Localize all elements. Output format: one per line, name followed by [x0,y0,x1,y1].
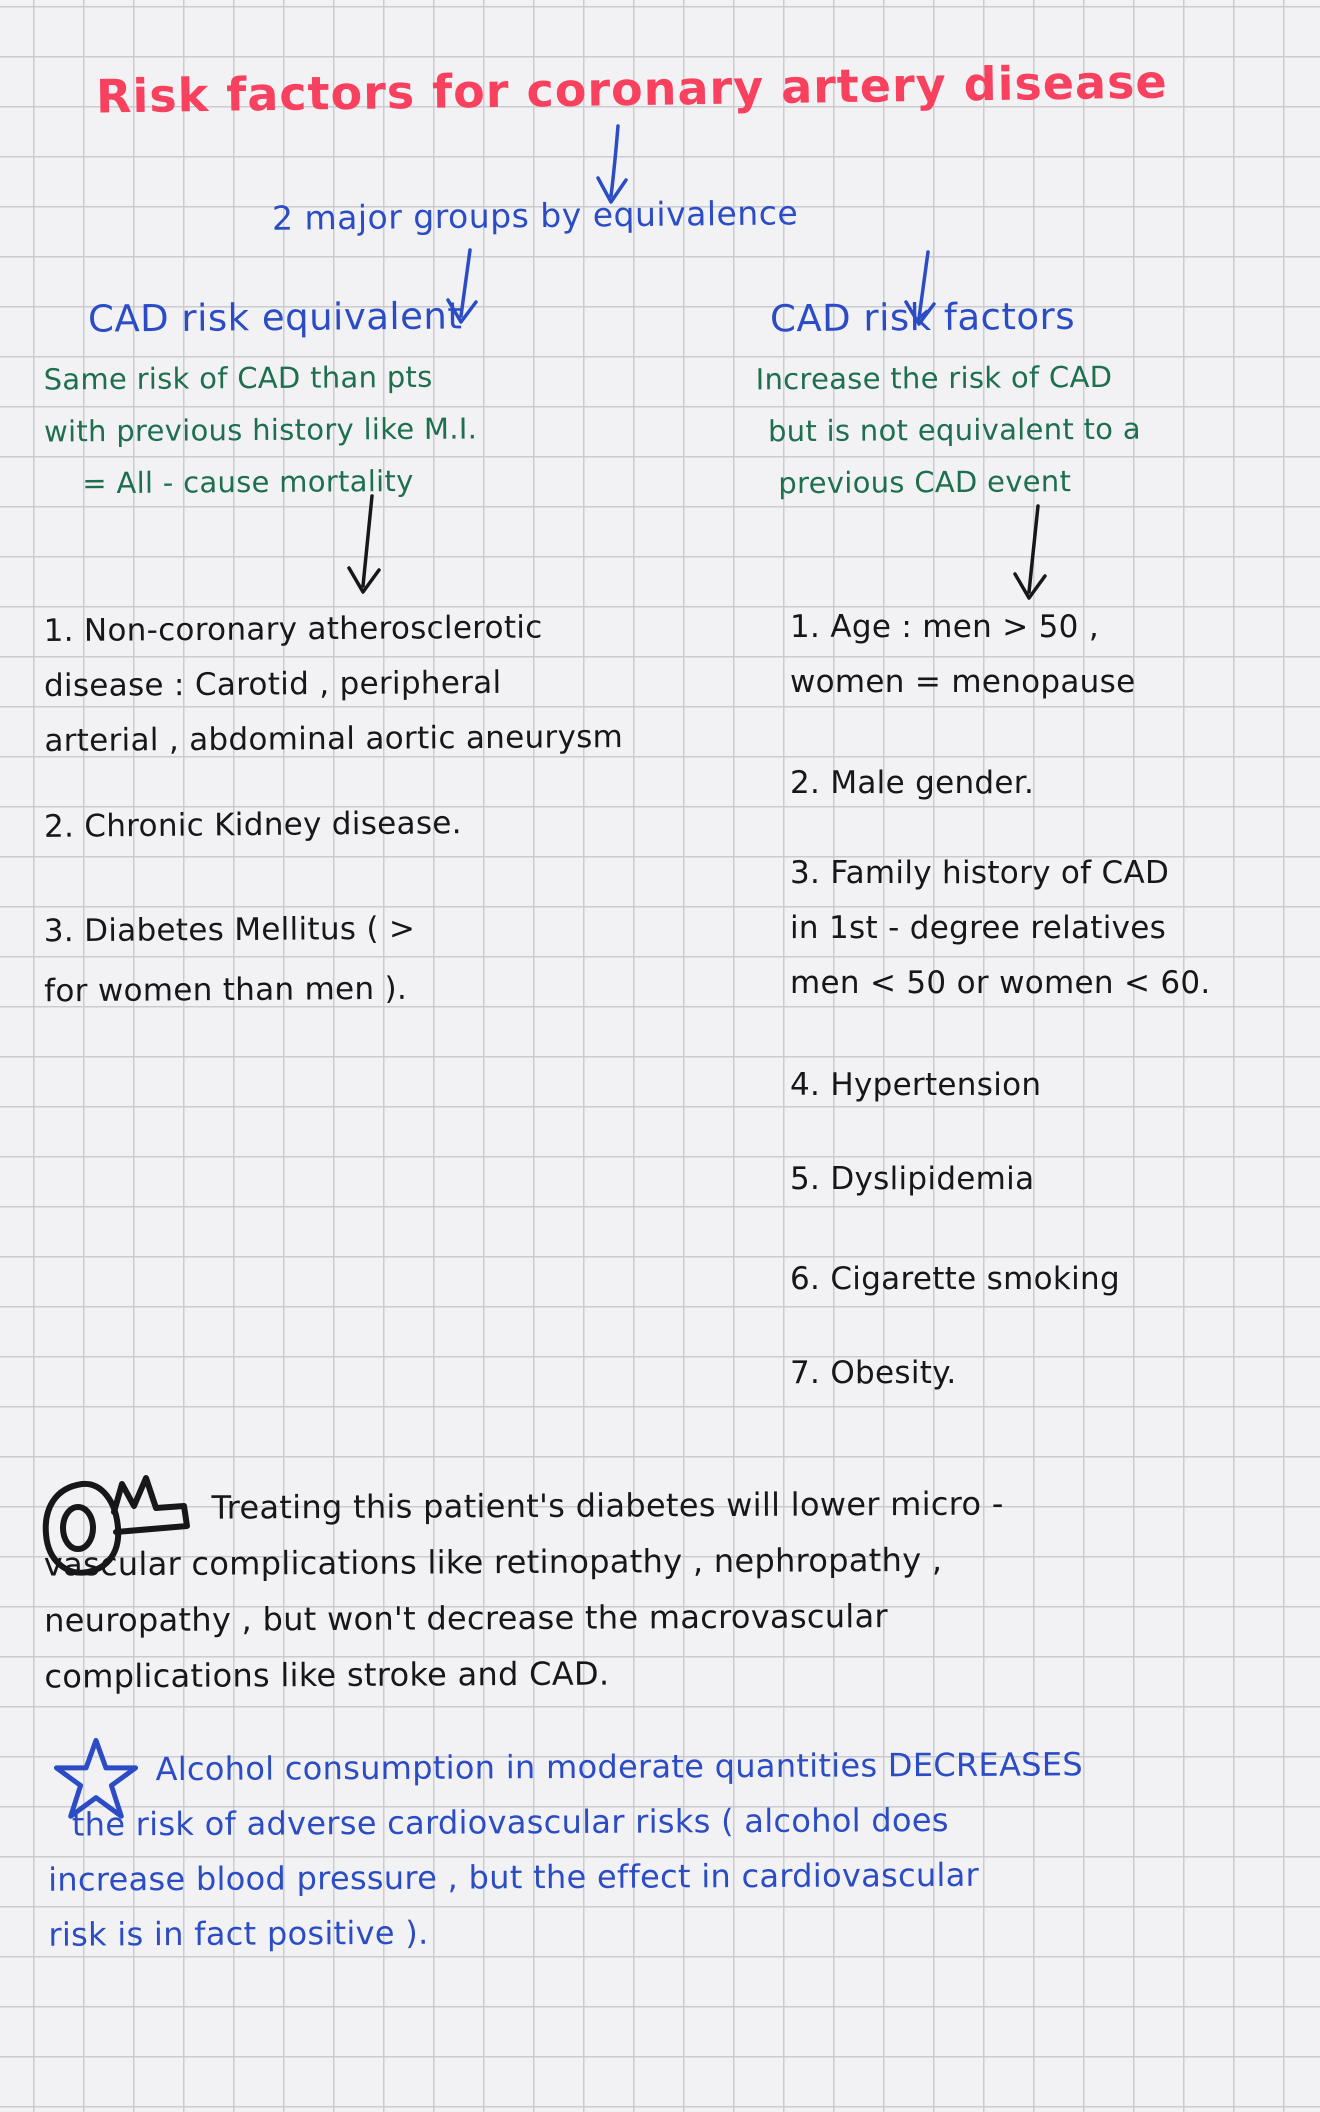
description-line: Same risk of CAD than pts [43,359,433,397]
list-item-line: men < 50 or women < 60. [790,965,1211,1001]
list-item-line: 1. Age : men > 50 , [790,609,1099,645]
list-item-line: 5. Dyslipidemia [790,1161,1035,1197]
note-line: Treating this patient's diabetes will lower micro - [211,1484,1004,1527]
page-title: Risk factors for coronary artery disease [95,54,1168,124]
note-line: complications like stroke and CAD. [44,1654,610,1696]
list-item [790,1252,1120,1307]
note-line: the risk of adverse cardiovascular risks ( alcohol does [71,1800,949,1844]
list-item [790,1152,1034,1207]
list-item [790,756,1034,811]
key-note [43,1475,1004,1704]
down-arrow-icon [342,494,392,598]
list-item-line: 3. Family history of CAD [790,855,1170,891]
list-item-line: 7. Obesity. [790,1355,957,1391]
list-item [790,1346,957,1401]
description-line: = All - cause mortality [82,463,414,501]
description-line: but is not equivalent to a [767,411,1141,449]
note-line: increase blood pressure , but the effect in cardiovascular [48,1855,980,1899]
list-item-line: 2. Male gender. [790,765,1035,801]
left-column-description [43,350,477,509]
star-note [47,1737,1084,1962]
description-line: Increase the risk of CAD [755,359,1113,397]
note-line: risk is in fact positive ). [48,1913,429,1954]
list-item-line: 6. Cigarette smoking [790,1261,1120,1297]
description-line: previous CAD event [778,464,1072,501]
list-item-line: 4. Hypertension [790,1067,1042,1103]
list-item-line: 2. Chronic Kidney disease. [43,805,462,845]
down-arrow-icon [1008,504,1058,604]
note-line: Alcohol consumption in moderate quantities DECREASES [155,1745,1084,1789]
list-item [43,600,623,769]
subtitle: 2 major groups by equivalence [271,193,799,238]
list-item [790,1058,1041,1113]
note-line: neuropathy , but won't decrease the macrovascular [44,1597,889,1640]
list-item-line: in 1st - degree relatives [790,910,1167,946]
list-item-line: 1. Non-coronary atherosclerotic [43,609,543,650]
right-column-heading: CAD risk factors [769,294,1076,341]
list-item-line: women = menopause [790,664,1136,700]
list-item-line: 3. Diabetes Mellitus ( > [43,910,416,950]
list-item-line: arterial , abdominal aortic aneurysm [44,718,624,760]
list-item [790,600,1135,710]
description-line: with previous history like M.I. [43,411,478,449]
list-item [44,899,416,1022]
left-column-heading: CAD risk equivalent [87,294,463,341]
right-column-description [755,351,1141,510]
list-item-line: for women than men ). [44,970,408,1010]
list-item [790,846,1211,1011]
list-item [44,796,462,855]
note-line: vascular complications like retinopathy , nephropathy , [43,1540,943,1584]
list-item-line: disease : Carotid , peripheral [43,664,502,705]
